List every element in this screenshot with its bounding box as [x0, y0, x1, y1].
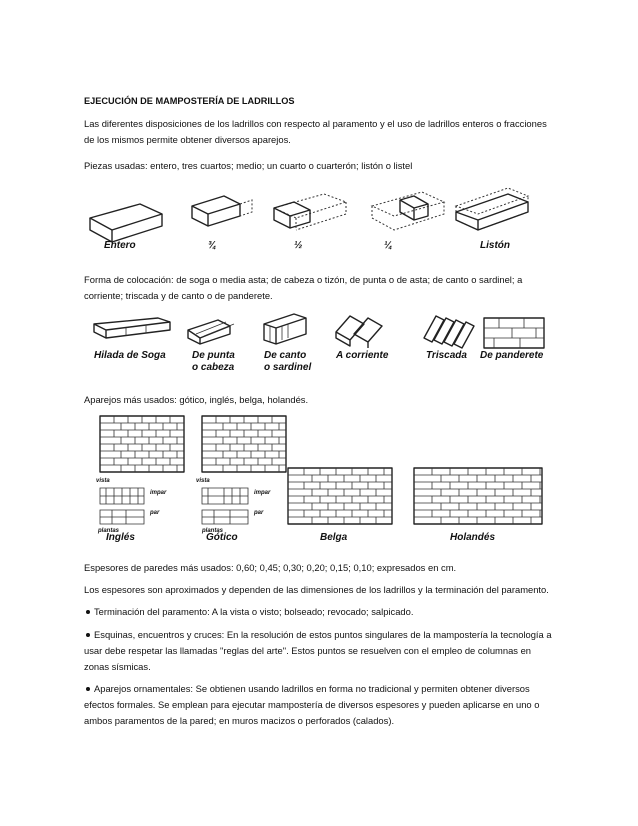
ingles-plan-drawing — [100, 488, 144, 524]
bullet-icon — [86, 633, 90, 637]
wall-belga — [288, 468, 392, 524]
placement-label-panderete: De panderete — [480, 350, 544, 361]
bond-label-impar-1: impar — [150, 490, 167, 496]
bond-label-holandes: Holandés — [450, 532, 496, 543]
bullet-ornamentales — [84, 681, 558, 729]
punta-drawing — [188, 320, 234, 344]
bond-label-plantas-2: plantas — [202, 528, 224, 534]
wall-holandes — [414, 468, 542, 524]
pieces-label-liston: Listón — [480, 240, 510, 251]
bond-label-vista-2: vista — [196, 478, 210, 484]
pieces-label-three-quarter: ¾ — [208, 240, 217, 251]
intro-paragraph: Las diferentes disposiciones de los ladrillos con respecto al paramento y el uso de ladrillos enteros o fracciones de los mismos permite obtener diversos aparejos. — [84, 118, 547, 145]
placement-label-triscada: Triscada — [426, 350, 467, 361]
wall-ingles — [100, 416, 184, 472]
gotico-plan-drawing — [202, 488, 248, 524]
brick-entero-drawing — [90, 204, 162, 242]
bond-label-gotico: Gótico — [206, 532, 238, 543]
placement-paragraph: Forma de colocación: de soga o media asta; de cabeza o tizón, de punta o de asta; de canto o sardinel; a corriente; triscada y de canto o de panderete. — [84, 274, 523, 301]
bond-label-plantas-1: plantas — [98, 528, 120, 534]
bond-label-vista-1: vista — [96, 478, 110, 484]
placement-figure — [84, 312, 558, 374]
brick-quarter-drawing — [372, 192, 444, 230]
document-title: EJECUCIÓN DE MAMPOSTERÍA DE LADRILLOS — [84, 96, 295, 106]
corriente-drawing — [336, 316, 382, 348]
pieces-label-entero: Entero — [104, 240, 136, 251]
brick-liston-drawing — [456, 188, 528, 230]
placement-label-canto-1: De canto — [264, 350, 307, 361]
pieces-label-quarter: ¼ — [384, 240, 393, 251]
placement-label-canto-2: o sardinel — [264, 362, 312, 373]
placement-label-soga: Hilada de Soga — [94, 350, 166, 361]
bond-walls — [100, 416, 542, 524]
bond-label-impar-2: impar — [254, 490, 271, 496]
bullet-terminacion — [84, 604, 558, 620]
placement-label-punta-1: De punta — [192, 350, 235, 361]
bond-label-par-1: par — [150, 510, 160, 516]
bullet-text-ornamentales: Aparejos ornamentales: Se obtienen usando ladrillos en forma no tradicional y permiten obtener diversos efectos formales. Se emplean para ejecutar mampostería de diversos espesores y pueden aplicarse en uno o ambos paramentos de la pared; en muros macizos o perforados (calados). — [84, 683, 540, 726]
bullet-icon — [86, 610, 90, 614]
bullet-icon — [86, 687, 90, 691]
bullet-esquinas — [84, 627, 558, 675]
panderete-drawing — [484, 318, 544, 348]
soga-drawing — [94, 318, 170, 338]
wall-gotico — [202, 416, 286, 472]
bond-label-par-2: par — [254, 510, 264, 516]
brick-half-drawing — [274, 194, 346, 230]
approx-paragraph: Los espesores son aproximados y dependen de las dimensiones de los ladrillos y la terminación del paramento. — [84, 584, 549, 595]
brick-three-quarter-drawing — [192, 196, 252, 226]
triscada-drawing — [424, 316, 474, 348]
placement-label-corriente: A corriente — [336, 350, 389, 361]
brick-pieces-figure — [84, 180, 558, 255]
thickness-paragraph: Espesores de paredes más usados: 0,60; 0,45; 0,30; 0,20; 0,15; 0,10; expresados en cm. — [84, 562, 457, 573]
placement-label-punta-2: o cabeza — [192, 362, 235, 373]
bond-label-ingles: Inglés — [106, 532, 135, 543]
canto-drawing — [264, 314, 306, 344]
pieces-paragraph: Piezas usadas: entero, tres cuartos; medio; un cuarto o cuarterón; listón o listel — [84, 160, 413, 171]
pieces-label-half: ½ — [294, 240, 303, 251]
bonds-paragraph: Aparejos más usados: gótico, inglés, belga, holandés. — [84, 394, 309, 405]
bullet-text-esquinas: Esquinas, encuentros y cruces: En la resolución de estos puntos singulares de la mampostería la tecnología a usar debe respetar las llamadas "reglas del arte". Estos puntos se resuelven con el empleo de columnas en zonas sísmicas. — [84, 629, 552, 672]
bond-label-belga: Belga — [320, 532, 348, 543]
bullet-text-terminacion: Terminación del paramento: A la vista o visto; bolseado; revocado; salpicado. — [94, 606, 414, 617]
bonds-figure — [84, 412, 558, 542]
